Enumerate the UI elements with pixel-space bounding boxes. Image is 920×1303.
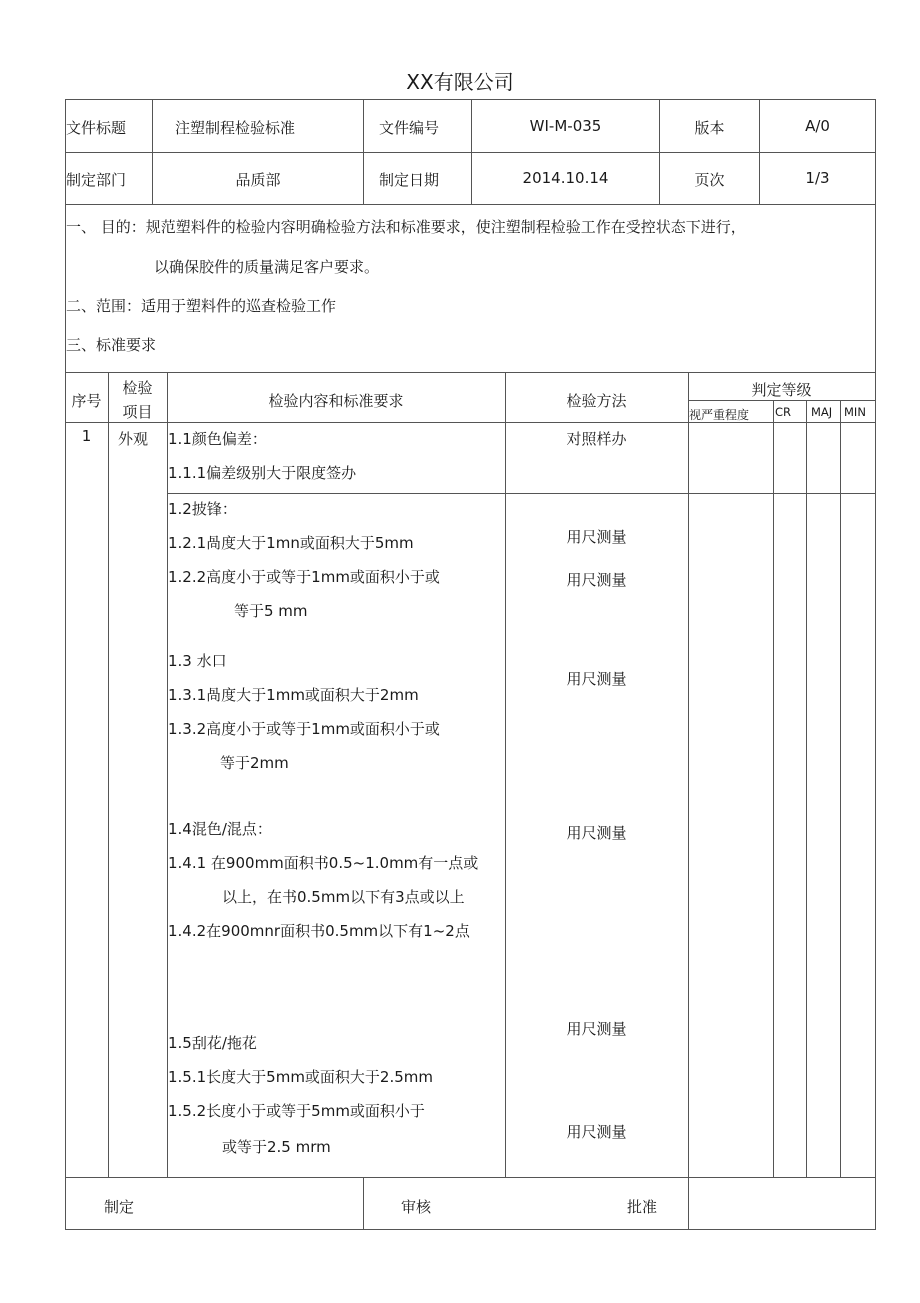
standard-heading: 三、标准要求 bbox=[66, 336, 157, 354]
content-5-1: 1.5.1长度大于5mm或面积大于2.5mm bbox=[168, 1068, 434, 1086]
content-3-2-cont: 等于2mm bbox=[220, 754, 289, 772]
dept-label: 制定部门 bbox=[66, 171, 127, 189]
page-label: 页次 bbox=[694, 171, 725, 189]
date-label: 制定日期 bbox=[379, 171, 440, 189]
method-4: 用尺测量 bbox=[566, 670, 627, 688]
date-value: 2014.10.14 bbox=[522, 169, 609, 187]
col-min-header: MIN bbox=[844, 405, 866, 419]
col-seq-header: 序号 bbox=[71, 392, 102, 410]
content-3-1: 1.3.1咼度大于1mm或面积大于2mm bbox=[168, 686, 419, 704]
col-method-header: 检验方法 bbox=[566, 392, 627, 410]
purpose-line-1: 一、 目的：规范塑料件的检验内容明确检验方法和标准要求，使注塑制程检验工作在受控状态下进行， bbox=[66, 218, 746, 236]
doc-title-label: 文件标题 bbox=[66, 119, 127, 137]
doc-no-value: WI-M-035 bbox=[529, 117, 602, 135]
page-value: 1/3 bbox=[805, 169, 830, 187]
doc-no-label: 文件编号 bbox=[379, 119, 440, 137]
scope-text: 二、范围：适用于塑料件的巡查检验工作 bbox=[66, 297, 337, 315]
row-seq: 1 bbox=[81, 427, 92, 445]
col-item-header-2: 项目 bbox=[122, 403, 153, 421]
col-cr-header: CR bbox=[775, 405, 792, 419]
content-2-1: 1.2.1咼度大于1mn或面积大于5mm bbox=[168, 534, 414, 552]
content-5: 1.5刮花/拖花 bbox=[168, 1034, 257, 1052]
doc-title-value: 注塑制程检验标准 bbox=[175, 119, 296, 137]
col-judge-header: 判定等级 bbox=[751, 381, 812, 399]
dept-value: 品质部 bbox=[235, 171, 281, 189]
content-4: 1.4混色/混点： bbox=[168, 820, 272, 838]
col-maj-header: MAJ bbox=[811, 405, 833, 419]
content-5-2-cont: 或等于2.5 mrm bbox=[222, 1138, 331, 1156]
content-3-2: 1.3.2高度小于或等于1mm或面积小于或 bbox=[168, 720, 440, 738]
content-1: 1.1颜色偏差： bbox=[168, 430, 267, 448]
content-5-2: 1.5.2长度小于或等于5mm或面积小于 bbox=[168, 1102, 425, 1120]
col-item-header-1: 检验 bbox=[122, 379, 153, 397]
content-3: 1.3 水口 bbox=[168, 652, 227, 670]
company-title: XX有限公司 bbox=[406, 70, 514, 94]
version-label: 版本 bbox=[694, 119, 725, 137]
content-2: 1.2披锋： bbox=[168, 500, 237, 518]
method-5: 用尺测量 bbox=[566, 824, 627, 842]
footer-approve-label: 批准 bbox=[627, 1198, 658, 1216]
content-2-2: 1.2.2高度小于或等于1mm或面积小于或 bbox=[168, 568, 440, 586]
version-value: A/0 bbox=[805, 117, 830, 135]
method-6: 用尺测量 bbox=[566, 1020, 627, 1038]
method-2: 用尺测量 bbox=[566, 528, 627, 546]
col-severity-header: 视严重程度 bbox=[689, 408, 750, 422]
method-3: 用尺测量 bbox=[566, 571, 627, 589]
content-1-1: 1.1.1偏差级别大于限度签办 bbox=[168, 464, 357, 482]
content-4-2: 1.4.2在900mnr面积书0.5mm以下有1~2点 bbox=[168, 922, 470, 940]
method-7: 用尺测量 bbox=[566, 1123, 627, 1141]
row-item: 外观 bbox=[117, 430, 148, 448]
content-4-1-cont: 以上，在书0.5mm以下有3点或以上 bbox=[222, 888, 465, 906]
method-1: 对照样办 bbox=[566, 430, 627, 448]
footer-made-label: 制定 bbox=[104, 1198, 135, 1216]
col-content-header: 检验内容和标准要求 bbox=[268, 392, 404, 410]
purpose-line-2: 以确保胶件的质量满足客户要求。 bbox=[154, 258, 380, 276]
content-2-2-cont: 等于5 mm bbox=[234, 602, 308, 620]
content-4-1: 1.4.1 在900mm面积书0.5~1.0mm有一点或 bbox=[168, 854, 479, 872]
footer-review-label: 审核 bbox=[401, 1198, 432, 1216]
